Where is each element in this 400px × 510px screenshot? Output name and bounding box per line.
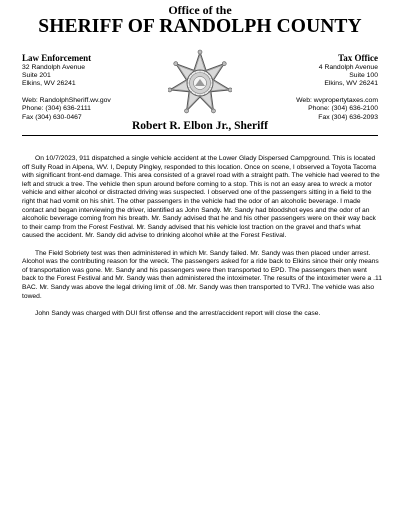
office-of-label: Office of the xyxy=(168,3,232,17)
tax-office-web: Web: wvpropertytaxes.com xyxy=(296,96,378,104)
tax-office-phone: Phone: (304) 636-2100 xyxy=(308,105,378,113)
tax-office-address-line2: Suite 100 xyxy=(349,71,378,79)
law-enforcement-heading: Law Enforcement xyxy=(22,53,92,63)
report-paragraph: The Field Sobriety test was then administered in which Mr. Sandy failed. Mr. Sandy was then placed under arrest. Alcohol was the contributing reason for the wreck. The passengers asked for a ride back to Elkins since their only means of transportation was gone. Mr. Sandy and his passengers were then transported to EPD. The passengers then went back to the Forest Festival and Mr. Sandy was then administered the intoximeter. The results of the intoximeter were a .11 BAC. Mr. Sandy was above the legal driving limit of .08. Mr. Sandy was then transported to TVRJ. The vehicle was also towed. xyxy=(22,249,382,300)
tax-office-contact-block xyxy=(296,53,378,122)
tax-office-heading: Tax Office xyxy=(338,53,378,63)
law-enforcement-phone: Phone: (304) 636-2111 xyxy=(22,105,91,113)
page-title: SHERIFF OF RANDOLPH COUNTY xyxy=(38,16,362,37)
law-enforcement-web: Web: RandolphSheriff.wv.gov xyxy=(22,96,111,104)
law-enforcement-address-line3: Elkins, WV 26241 xyxy=(22,80,76,88)
sheriff-name: Robert R. Elbon Jr., Sheriff xyxy=(132,120,268,132)
tax-office-address-line3: Elkins, WV 26241 xyxy=(324,80,378,88)
header-divider xyxy=(22,135,378,136)
tax-office-fax: Fax (304) 636-2093 xyxy=(318,113,378,121)
sheriff-star-badge-icon xyxy=(168,47,232,117)
law-enforcement-address-line1: 32 Randolph Avenue xyxy=(22,63,85,71)
law-enforcement-fax: Fax (304) 630-0467 xyxy=(22,113,82,121)
law-enforcement-address-line2: Suite 201 xyxy=(22,71,51,79)
report-body xyxy=(22,155,382,327)
report-paragraph: On 10/7/2023, 911 dispatched a single vehicle accident at the Lower Glady Dispersed Campground. This is located off Sully Road in Alpena, WV. I, Deputy Pingley, responded to this location. Once on scene, I observed a Toyota Tacoma with significant front-end damage. This area consisted of a gravel road with a straight path. The vehicle had veered to the left and struck a tree. The vehicle then spun around before coming to a stop. This is not an easy area to wreck a motor vehicle and either alcohol or distracted driving was suspected. I observed one of the passengers sitting in a field to the right that had vomit on his shirt. The other passengers in the vehicle had the odor of an alcoholic beverage. I made contact and began interviewing the driver, identified as John Sandy. Mr. Sandy had bloodshot eyes and the odor of an alcoholic beverage coming from his breath. Mr. Sandy advised that he and his other passengers were on their way back to their camp from the Forest Festival. Mr. Sandy advised that his vehicle lost traction on the gravel and that's what caused the accident. Mr. Sandy did advise to drinking alcohol while at the Forest Festival. xyxy=(22,155,380,240)
law-enforcement-contact-block xyxy=(22,53,111,122)
report-paragraph: John Sandy was charged with DUI first offense and the arrest/accident report will close the case. xyxy=(35,309,321,317)
tax-office-address-line1: 4 Randolph Avenue xyxy=(318,63,378,71)
